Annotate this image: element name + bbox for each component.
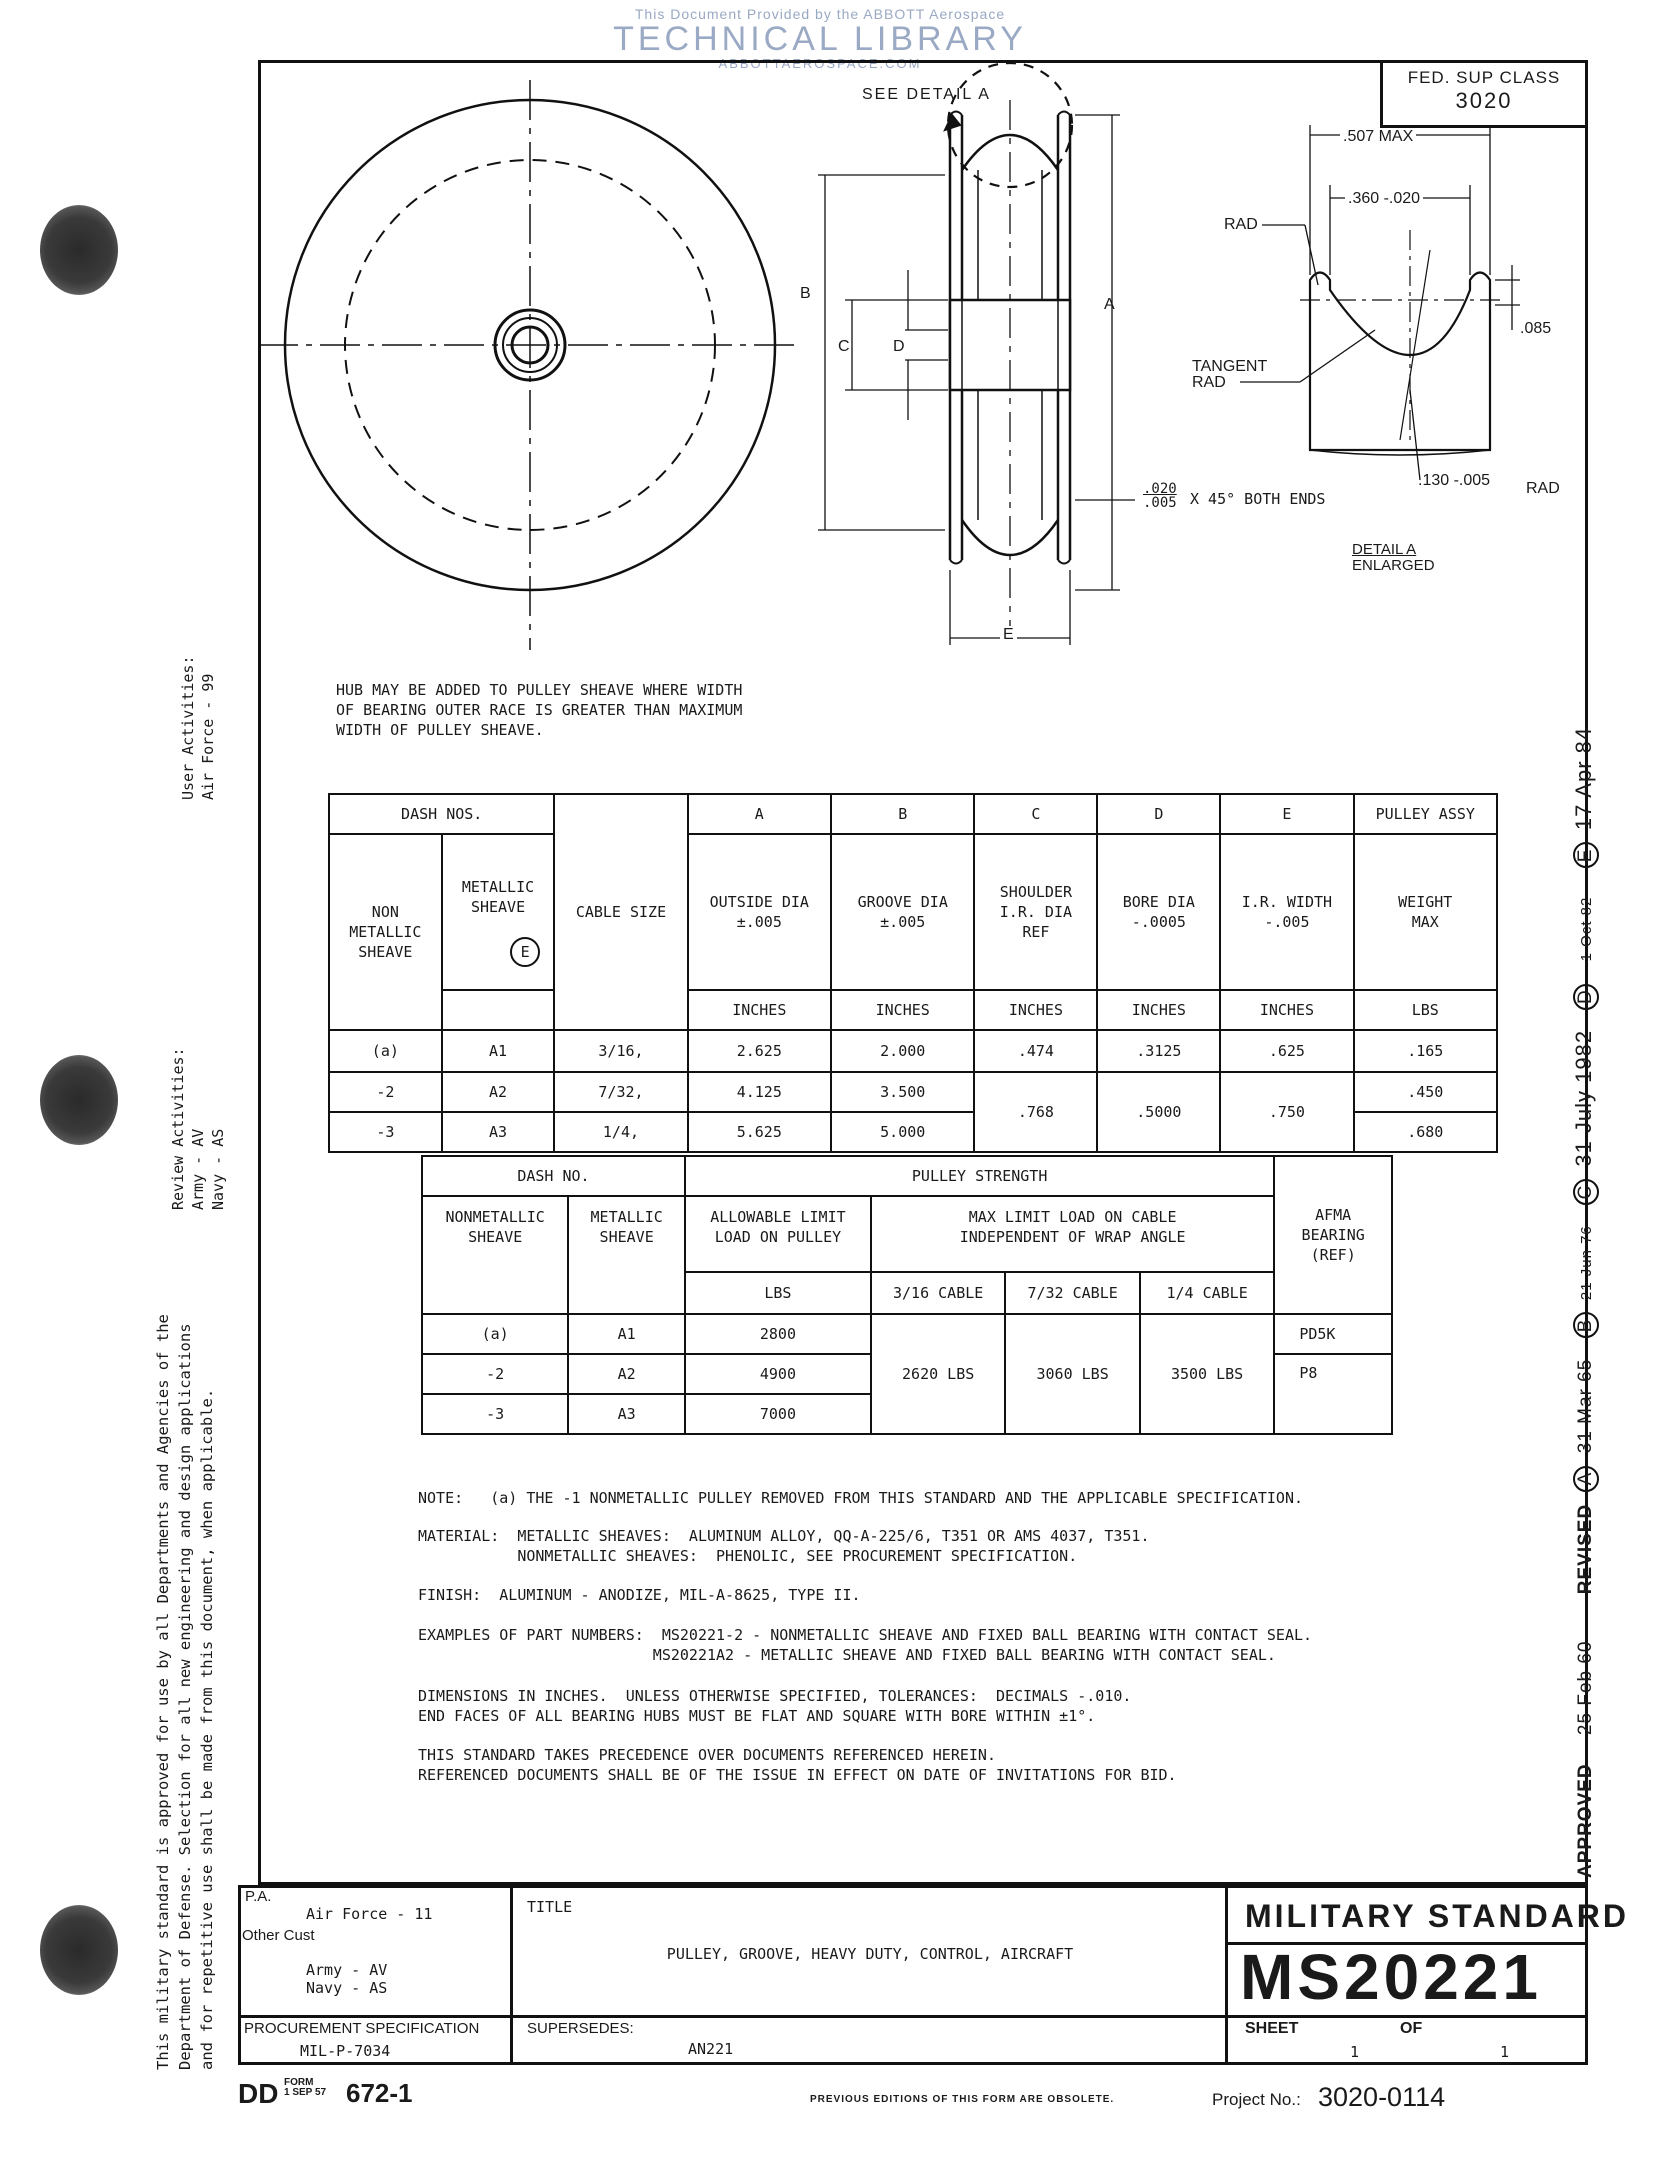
dim-a-label: A [1104,296,1115,313]
t2-afma: AFMA BEARING (REF) [1274,1156,1392,1314]
tb-divider-h [238,2015,1588,2018]
t2-v316: 2620 LBS [871,1314,1005,1434]
t1-metallic-label: METALLIC SHEAVE [461,878,535,916]
detail-rad-label: RAD [1224,216,1258,233]
tb-sheet-label: SHEET [1245,2020,1299,2037]
dim-b-label: B [800,285,811,302]
binder-hole-middle [40,1055,118,1145]
detail-groove-width: .360 -.020 [1345,190,1423,208]
t1-r1-m: A2 [442,1072,555,1112]
t2-r1-nm: -2 [422,1354,568,1394]
t2-r2-load: 7000 [685,1394,871,1434]
hub-note: HUB MAY BE ADDED TO PULLEY SHEAVE WHERE WIDTH OF BEARING OUTER RACE IS GREATER THAN MAXIMUM WIDTH OF PULLEY SHEAVE. [336,681,743,739]
tb-army: Army - AV [306,1961,388,1979]
t2-r0-m: A1 [568,1314,685,1354]
form-small-2: 1 SEP 57 [284,2087,327,2098]
approved-label: APPROVED [1575,1763,1596,1878]
t1-r0-e: .625 [1220,1030,1353,1072]
tb-other-cust: Other Cust [242,1927,315,1944]
t1-r0-nm: (a) [329,1030,442,1072]
t1-r2-m: A3 [442,1112,555,1152]
detail-max-width: .507 MAX [1340,128,1416,146]
t1-r2-a: 5.625 [688,1112,831,1152]
rev-c-badge: C [1573,1179,1599,1205]
note-finish: FINISH: ALUMINUM - ANODIZE, MIL-A-8625, TYPE II. [418,1586,861,1604]
approved-date: 25 Feb 60 [1575,1640,1596,1736]
tb-supersedes-label: SUPERSEDES: [527,2020,634,2037]
banner-line-3: ABBOTTAEROSPACE.COM [718,56,922,71]
review-activities [168,1047,228,1210]
t1-b-desc: GROOVE DIA ±.005 [831,834,974,990]
t1-metallic [442,834,555,990]
form-dd: DD [238,2078,279,2109]
form-number: 672-1 [346,2078,413,2108]
banner-line-1: This Document Provided by the ABBOTT Aerospace [634,6,1006,22]
review-activities-navy: Navy - AS [209,1128,227,1210]
t1-cable-size: CABLE SIZE [554,794,687,1030]
tb-title-label: TITLE [527,1898,573,1916]
dim-d-label: D [893,338,905,355]
detail-a-title: DETAIL A [1352,541,1417,558]
table-row [329,1072,1497,1112]
tb-of: 1 [1500,2043,1510,2061]
military-standard-label: MILITARY STANDARD [1245,1898,1630,1934]
tb-proc-spec-label: PROCUREMENT SPECIFICATION [244,2020,480,2037]
revised-label: REVISED [1575,1503,1596,1595]
t1-nonmetallic: NON METALLIC SHEAVE [329,834,442,1030]
t1-r0-w: .165 [1354,1030,1498,1072]
t2-r0-nm: (a) [422,1314,568,1354]
fed-sup-class-label: FED. SUP CLASS [1407,68,1561,87]
t1-col-d: D [1097,794,1220,834]
t1-a-desc: OUTSIDE DIA ±.005 [688,834,831,990]
chamfer-top: .020 [1143,481,1177,497]
t1-r1-b: 3.500 [831,1072,974,1112]
t2-dash-no: DASH NO. [422,1156,685,1196]
rev-b-date: 21 Jun 76 [1578,1225,1595,1301]
dim-c-label: C [838,338,850,355]
t1-metallic-rev: E [510,937,540,967]
detail-bottom-rad-unit: RAD [1526,480,1560,497]
tb-pa-label: P.A. [245,1888,272,1905]
t1-dash-nos: DASH NOS. [329,794,554,834]
t2-c14: 1/4 CABLE [1140,1272,1274,1314]
fed-sup-class-value: 3020 [1455,88,1513,113]
tb-of-label: OF [1400,2020,1423,2037]
t1-e-desc: I.R. WIDTH -.005 [1220,834,1353,990]
t2-r2-nm: -3 [422,1394,568,1434]
approval-line-3: and for repetitive use shall be made from this document, when applicable. [198,1388,216,2070]
ms-number: MS20221 [1240,1941,1542,2013]
t1-r0-c: .474 [974,1030,1097,1072]
t1-c-desc: SHOULDER I.R. DIA REF [974,834,1097,990]
table-row [422,1314,1392,1354]
t1-r0-b: 2.000 [831,1030,974,1072]
review-activities-army: Army - AV [189,1128,207,1210]
detail-bottom-rad: .130 -.005 [1418,472,1491,489]
approval-statement [152,1314,218,2070]
t2-r0-bearing: PD5K [1274,1314,1392,1354]
rev-b-badge: B [1573,1312,1599,1338]
rev-c-date: 31 July 1982 [1571,1029,1596,1167]
t2-c732: 7/32 CABLE [1005,1272,1139,1314]
t1-merged-d: .5000 [1097,1072,1220,1152]
tb-proc-spec: MIL-P-7034 [300,2042,391,2060]
rev-e-date: 17 Apr 84 [1571,726,1596,831]
t2-v732: 3060 LBS [1005,1314,1139,1434]
banner-line-2: TECHNICAL LIBRARY [613,20,1027,58]
form-small [284,2078,326,2098]
binder-hole-bottom [40,1905,118,1995]
rev-a-date: 31 Mar 65 [1575,1358,1596,1454]
t2-r2-m: A3 [568,1394,685,1434]
t1-r1-cable: 7/32, [554,1072,687,1112]
project-number: 3020-0114 [1318,2082,1446,2112]
t1-r2-cable: 1/4, [554,1112,687,1152]
approval-line-2: Department of Defense. Selection for all new engineering and design applications [176,1323,194,2070]
t2-lbs: LBS [685,1272,871,1314]
form-small-1: FORM [284,2077,314,2088]
dim-e-label: E [1000,626,1017,644]
t1-r1-a: 4.125 [688,1072,831,1112]
tangent-rad-1: TANGENT [1192,358,1268,375]
project-label: Project No.: [1212,2090,1301,2109]
t2-r1-m: A2 [568,1354,685,1394]
t1-unit-a: INCHES [688,990,831,1030]
t1-unit-d: INCHES [1097,990,1220,1030]
t2-pulley-strength: PULLEY STRENGTH [685,1156,1274,1196]
t2-nonmetallic: NONMETALLIC SHEAVE [422,1196,568,1314]
rev-d-date: 1 Oct 82 [1578,896,1595,962]
t1-col-a: A [688,794,831,834]
t1-r2-w: .680 [1354,1112,1498,1152]
tangent-rad-2: RAD [1192,374,1226,391]
user-activities-af: Air Force - 99 [199,673,217,800]
t1-r0-cable: 3/16, [554,1030,687,1072]
t1-r1-w: .450 [1354,1072,1498,1112]
tb-pa-af: Air Force - 11 [306,1905,433,1923]
tb-sheet: 1 [1350,2043,1360,2061]
t1-unit-c: INCHES [974,990,1097,1030]
t2-c316: 3/16 CABLE [871,1272,1005,1314]
t2-r1-load: 4900 [685,1354,871,1394]
t1-col-e: E [1220,794,1353,834]
t2-metallic: METALLIC SHEAVE [568,1196,685,1314]
note-material: MATERIAL: METALLIC SHEAVES: ALUMINUM ALLOY, QQ-A-225/6, T351 OR AMS 4037, T351. NONMETALLIC SHEAVES: PHENOLIC, SEE PROCUREMENT SPECIFICATION. [418,1527,1150,1565]
table-row [329,1030,1497,1072]
t1-unit-w: LBS [1354,990,1498,1030]
review-activities-label: Review Activities: [169,1047,187,1210]
rev-e-badge: E [1573,842,1599,868]
t1-unit-b: INCHES [831,990,974,1030]
revision-history [1572,727,1599,1878]
tb-divider-2 [1225,1885,1228,2065]
t2-r1-bearing: P8 [1274,1354,1392,1434]
user-activities-label: User Activities: [179,655,197,800]
t2-r0-load: 2800 [685,1314,871,1354]
tb-divider-1 [510,1885,513,2065]
side-view [945,63,1072,640]
rev-d-badge: D [1573,984,1599,1010]
t1-r0-d: .3125 [1097,1030,1220,1072]
t1-unit-cell [442,990,555,1030]
t2-v14: 3500 LBS [1140,1314,1274,1434]
chamfer-text: X 45° BOTH ENDS [1190,490,1326,508]
t1-r2-b: 5.000 [831,1112,974,1152]
t1-r0-m: A1 [442,1030,555,1072]
detail-depth: .085 [1520,320,1552,337]
t1-pulley-assy: PULLEY ASSY [1354,794,1498,834]
note-examples: EXAMPLES OF PART NUMBERS: MS20221-2 - NONMETALLIC SHEAVE AND FIXED BALL BEARING WITH CONTACT SEAL. MS20221A2 - METALLIC SHEAVE AND FIXED BALL BEARING WITH CONTACT SEAL. [418,1626,1313,1664]
tb-navy: Navy - AS [306,1979,388,1997]
t2-maxlimit: MAX LIMIT LOAD ON CABLE INDEPENDENT OF WRAP ANGLE [871,1196,1274,1272]
chamfer-bottom: .005 [1143,495,1177,511]
pulley-drawing [0,0,1664,700]
user-activities [178,656,218,801]
rev-a-badge: A [1573,1466,1599,1492]
t1-merged-e: .750 [1220,1072,1353,1152]
detail-a-subtitle: ENLARGED [1352,557,1435,574]
strength-table [421,1155,1393,1435]
t1-r0-a: 2.625 [688,1030,831,1072]
see-detail-label: SEE DETAIL A [862,86,991,103]
note-precedence: THIS STANDARD TAKES PRECEDENCE OVER DOCUMENTS REFERENCED HEREIN. REFERENCED DOCUMENTS SHALL BE OF THE ISSUE IN EFFECT ON DATE OF INVITATIONS FOR BID. [418,1746,1177,1784]
note-dimensions: DIMENSIONS IN INCHES. UNLESS OTHERWISE SPECIFIED, TOLERANCES: DECIMALS -.010. END FACES OF ALL BEARING HUBS MUST BE FLAT AND SQUARE WITH BORE WITHIN ±1°. [418,1687,1132,1725]
note-a: NOTE: (a) THE -1 NONMETALLIC PULLEY REMOVED FROM THIS STANDARD AND THE APPLICABLE SPECIFICATION. [418,1489,1304,1507]
t1-merged-c: .768 [974,1072,1097,1152]
tb-supersedes: AN221 [688,2040,734,2058]
t1-col-c: C [974,794,1097,834]
tb-title: PULLEY, GROOVE, HEAVY DUTY, CONTROL, AIRCRAFT [666,1945,1074,1963]
t1-d-desc: BORE DIA -.0005 [1097,834,1220,990]
t1-unit-e: INCHES [1220,990,1353,1030]
previous-editions: PREVIOUS EDITIONS OF THIS FORM ARE OBSOLETE. [810,2094,1115,2105]
t1-weight-desc: WEIGHT MAX [1354,834,1498,990]
dimensions-table [328,793,1498,1153]
t1-col-b: B [831,794,974,834]
t2-allow: ALLOWABLE LIMIT LOAD ON PULLEY [685,1196,871,1272]
t1-r2-nm: -3 [329,1112,442,1152]
t1-r1-nm: -2 [329,1072,442,1112]
approval-line-1: This military standard is approved for use by all Departments and Agencies of the [154,1314,172,2070]
